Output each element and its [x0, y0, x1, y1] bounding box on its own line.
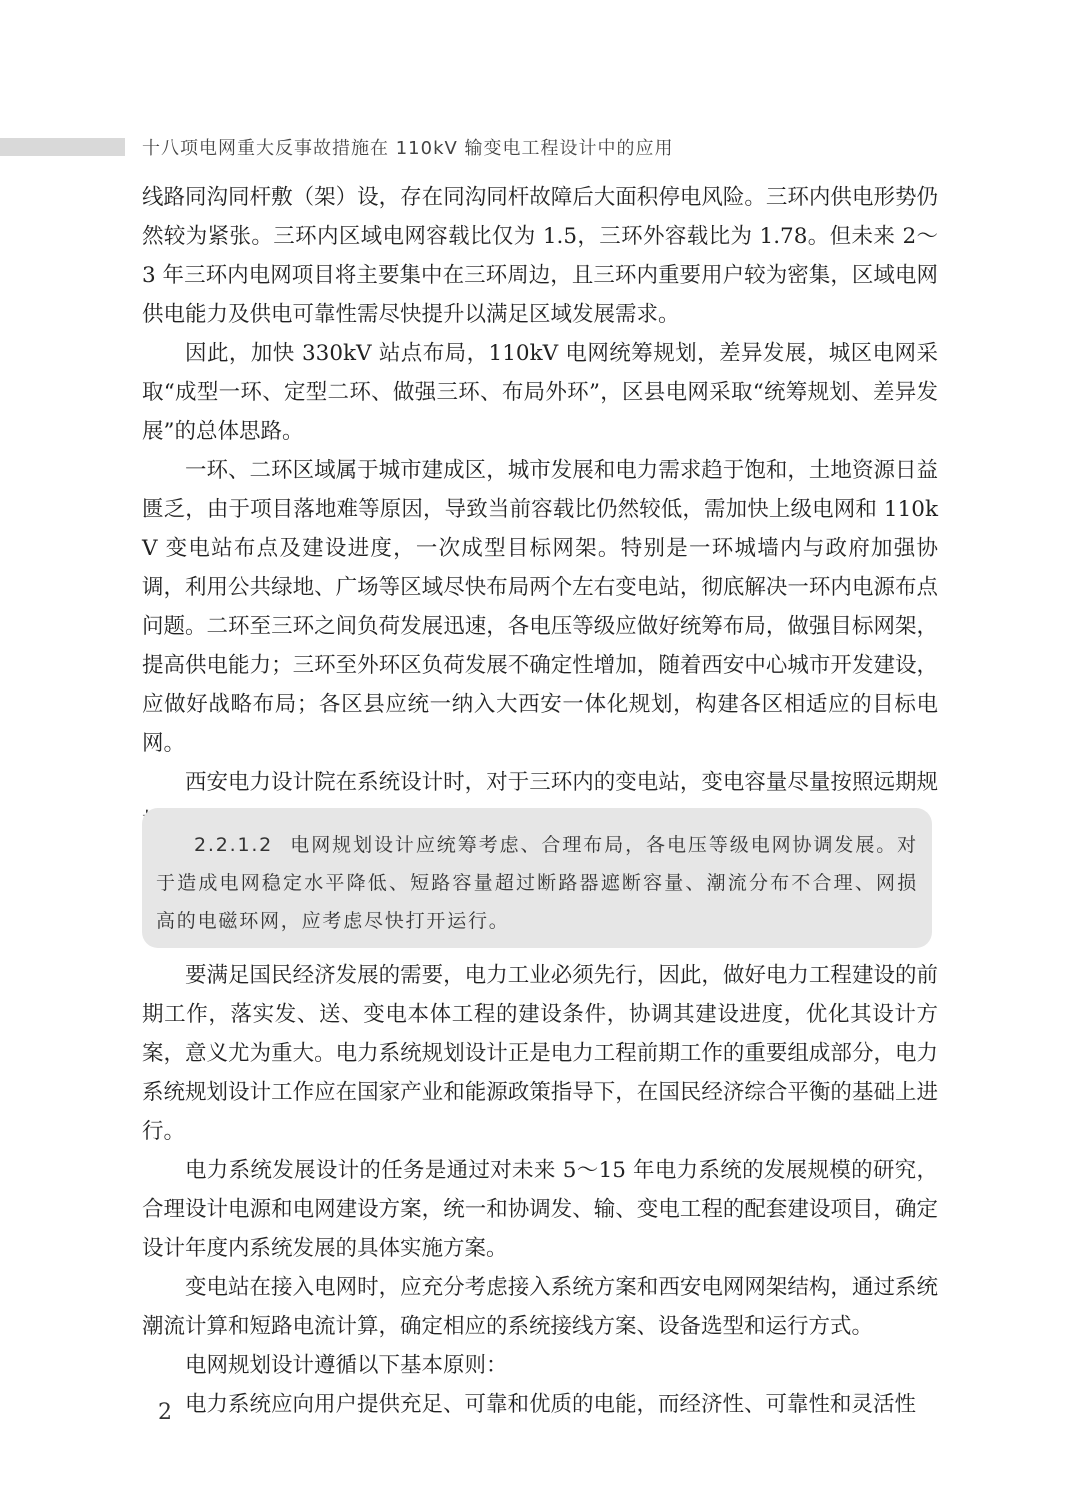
paragraph: 一环、二环区域属于城市建成区，城市发展和电力需求趋于饱和，土地资源日益匮乏，由于项目落地难等原因，导致当前容载比仍然较低，需加快上级电网和 110kV 变电站布点及建设进度，一次成型目标网架。特别是一环城墙内与政府加强协调，利用公共绿地、广场等区域尽快布局两个左右变电站，彻底解决一环内电源布点问题。二环至三环之间负荷发展迅速，各电压等级应做好统筹布局，做强目标网架，提高供电能力；三环至外环区负荷发展不确定性增加，随着西安中心城市开发建设，应做好战略布局；各区县应统一纳入大西安一体化规划，构建各区相适应的目标电网。: [142, 458, 938, 756]
paragraph: 线路同沟同杆敷（架）设，存在同沟同杆故障后大面积停电风险。三环内供电形势仍然较为紧张。三环内区域电网容载比仅为 1.5，三环外容载比为 1.78。但未来 2～3 年三环内电网项目将主要集中在三环周边，且三环内重要用户较为密集，区域电网供电能力及供电可靠性需尽快提升以满足区域发展需求。: [142, 185, 938, 327]
paragraph: 西安电力设计院在系统设计时，对于三环内的变电站，变电容量尽量按照远期规: [185, 770, 938, 795]
body-text-bottom: [142, 956, 938, 1424]
paragraph: 电网规划设计遵循以下基本原则：: [185, 1353, 508, 1378]
paragraph: 因此，加快 330kV 站点布局，110kV 电网统筹规划，差异发展，城区电网采取“成型一环、定型二环、做强三环、布局外环”，区县电网采取“统筹规划、差异发展”的总体思路。: [142, 341, 938, 444]
regulation-clause-number: 2.2.1.2: [194, 834, 274, 856]
page-number: 2: [158, 1400, 172, 1425]
header-decoration-bar: [0, 138, 125, 156]
regulation-note: [156, 826, 918, 940]
regulation-note-box: [142, 808, 932, 948]
body-text-top: [142, 178, 938, 841]
paragraph: 要满足国民经济发展的需要，电力工业必须先行，因此，做好电力工程建设的前期工作，落实发、送、变电本体工程的建设条件，协调其建设进度，优化其设计方案，意义尤为重大。电力系统规划设计正是电力工程前期工作的重要组成部分，电力系统规划设计工作应在国家产业和能源政策指导下，在国民经济综合平衡的基础上进行。: [142, 963, 938, 1144]
paragraph: 变电站在接入电网时，应充分考虑接入系统方案和西安电网网架结构，通过系统潮流计算和短路电流计算，确定相应的系统接线方案、设备选型和运行方式。: [142, 1275, 938, 1339]
running-header: 十八项电网重大反事故措施在 110kV 输变电工程设计中的应用: [142, 138, 674, 159]
paragraph: 电力系统发展设计的任务是通过对未来 5～15 年电力系统的发展规模的研究，合理设计电源和电网建设方案，统一和协调发、输、变电工程的配套建设项目，确定设计年度内系统发展的具体实施方案。: [142, 1158, 938, 1261]
paragraph: 电力系统应向用户提供充足、可靠和优质的电能，而经济性、可靠性和灵活性: [185, 1392, 917, 1417]
regulation-clause-text: 电网规划设计应统筹考虑、合理布局，各电压等级电网协调发展。对于造成电网稳定水平降低、短路容量超过断路器遮断容量、潮流分布不合理、网损高的电磁环网，应考虑尽快打开运行。: [156, 834, 918, 932]
